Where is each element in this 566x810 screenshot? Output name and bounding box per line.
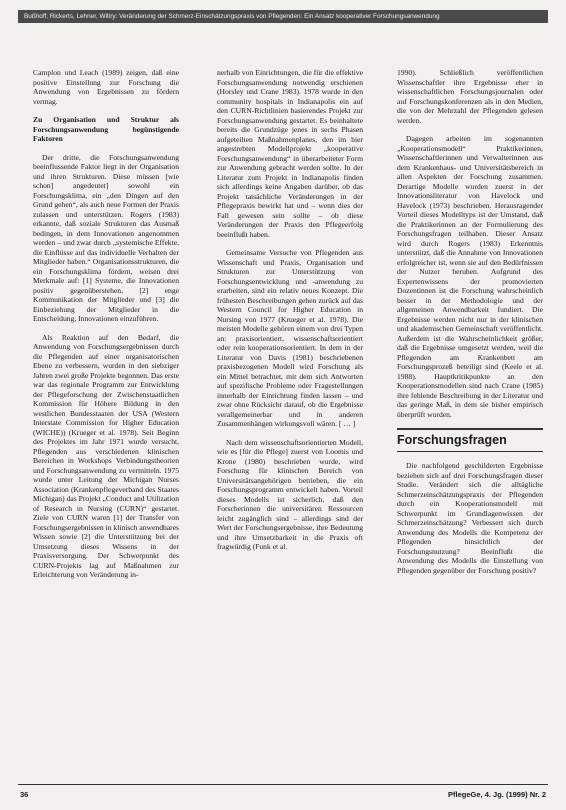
paragraph: Dagegen arbeiten im sogenannten „Kooperationsmodell“ Praktikerinnen, Wissenschaftlerinnen und Verwalterinnen aus dem Krankenhaus- und Universitätsbereich in allen Aspekten der Forschung zusammen. Derartige Modelle wurden zuerst in der Innovationsliteratur von Havelock und Havelock (1973) beschrieben. Herausragender Vorteil dieses Modelltyps ist der Umstand, daß die Praktikerinnen an der Formulierung des Forschungsfragen teilhaben. Dieser Ansatz wird durch Rogers (1983) Erkenntnis unterstützt, daß die Annahme von Innovationen erfolgreicher ist, wenn sie auf den Bedürfnissen der Nutzer beruhen. Aufgrund des Expertenwissens der promovierten Dozentinnen ist die Forschung wahrscheinlich besser in der Methodologie und der allgemeinen Anwendbarkeit fundiert. Die Ergebnisse werden nicht nur in der klinischen und akademischen Gemeinschaft veröffentlicht. Außerdem ist die Wahrscheinlichkeit größer, daß die Ergebnisse umgesetzt werden, weil die Pflegenden am Krankenbett am Forschungsprozeß beteiligt sind (Keele et al. 1988). Hauptkritikpunkte an den Kooperationsmodellen sind nach Crane (1985) ihre fehlende Beschreibung in der Literatur und das geringe Maß, in dem sie bisher empirisch überprüft wurden. [397, 134, 543, 419]
paragraph: Die nachfolgend geschilderten Ergebnisse beziehen sich auf drei Forschungsfragen dieser Studie. Verändert sich die alltägliche Schmerzeinschätzungspraxis der Pflegenden durch ein Kooperationsmodell mit Schwerpunkt im Grundlagenwissen der Schmerzeinschätzung? Verbessert sich durch Anwendung des Modells die Kompetenz der Pflegenden hinsichtlich der Forschungsnutzung? Beeinflußt die Anwendung des Modells die Einstellung von Pflegenden gegenüber der Forschung positiv? [397, 461, 543, 575]
journal-citation: PflegeGe, 4. Jg. (1999) Nr. 2 [448, 790, 546, 799]
paragraph: Camplon und Leach (1989) zeigen, daß eine positive Einstellung zur Forschung die Anwendung von Ergebnissen zu fördern vermag. [33, 68, 179, 106]
paragraph: Als Reaktion auf den Bedarf, die Anwendung von Forschungsergebnissen durch die Pflegenden auf einer organisatorischen Ebene zu verbessern, wurden in den siebziger Jahren zwei große Projekte begonnen. Das erste war das regionale Programm zur Entwicklung der Pflegeforschung der Zwischenstaatlichen Kommission für Höhere Bildung in den westlichen Bundesstaaten der USA (Western Interstate Commission for Higher Education (WICHE)) (Krueger et al. 1978). Seit Beginn des Projektes im Jahr 1971 wurde versucht, Pflegenden aus verschiedenen klinischen Bereichen in Workshops Verbindungstheorien und Forschungsanwendung zu vermitteln. 1975 wurde unter Leitung der Michigan Nurses Association (Krankenpflegeverband des Staates Michigan) das Projekt „Conduct and Utilization of Research in Nursing (CURN)“ gestartet. Ziele von CURN waren [1] der Transfer von Forschungsergebnissen in klinisch anwendbares Wissen sowie [2] die Unterstützung bei der Umsetzung dieses Wissens in der Praxisversorgung. Der Schwerpunkt des CURN-Projekts lag auf Maßnahmen zur Erleichterung von Veränderung in- [33, 332, 179, 579]
paragraph: 1990). Schließlich veröffentlichen Wissenschaftler ihre Ergebnisse eher in wissenschaftlichen Forschungsjournalen oder auf Forschungskonferenzen als in den Medien, die von der Mehrzahl der Pflegenden gelesen werden. [397, 68, 543, 125]
text-column-2 [217, 68, 363, 552]
paragraph: Der dritte, die Forschungsanwendung beeinflussende Faktor liegt in der Organisation und ihren Strukturen. Diese müssen [wie schon] angedeutet] sowohl ein Forschungsklima, ein „den Dingen auf den Grund gehen“, als auch neue Formen der Praxis zulassen und unterstützen. Rogers (1983) erkannte, daß soziale Strukturen das Ausmaß bedingen, in dem Innovationen angenommen werden – und zwar durch „systemische Effekte, die Einflüsse auf das individuelle Verhalten der Mitglieder haben.“ Organisationsstrukturen, die ein Forschungsklima fördern, weisen drei Merkmale auf: [1] Systeme, die Innovationen positiv gegenüberstehen, [2] enge Kommunikation der Mitglieder und [3] die Einbeziehung der Mitglieder in die Entscheidung, Innovationen einzuführen. [33, 152, 179, 323]
paragraph: nerhalb von Einrichtungen, die für die effektive Forschungsanwendung notwendig erschienen (Horsley und Crane 1983). 1978 wurde in den community hospitals in Indianapolis ein auf den CURN-Richtlinien basierendes Projekt zur Forschungsanwendung gestartet. Es beinhaltete bereits die Grundzüge jenes in sechs Phasen aufgeteilten Maßnahmenplanes, den im hier angestrebten Modellprojekt „kooperative Forschungsanwendung“ in überarbeiteter Form zur Anwendung gebracht werden sollte. In der Literatur zum Projekt in Indianapolis finden sich allerdings keine Angaben darüber, ob das Projekt tatsächliche Veränderungen in der Pflegepraxis bewirkt hat und – wenn dies der Fall gewesen sein sollte – ob diese Veränderungen der Praxis den Pflegeerfolg beeinflußt haben. [217, 68, 363, 239]
text-column-3 [397, 68, 543, 575]
page-number: 36 [20, 790, 29, 799]
paragraph: Nach dem wissenschaftsorientierten Modell, wie es [für die Pflege] zuerst von Loomis und Krone (1980) beschrieben wurde, wird Forschung für klinischen Bereich von Universitätsangehörigen betrieben, die ein Forschungsprogramm entwickelt haben. Vorteil dieses Modells ist sicherlich, daß den Forscherinnen die universitären Ressourcen leicht zugänglich sind – allerdings sind der Wert der Forschungsergebnisse, ihre Bedeutung und ihre Umsetzbarkeit in die Praxis oft fragwürdig (Funk et al. [217, 437, 363, 551]
paragraph: Gemeinsame Versuche von Pflegenden aus Wissenschaft und Praxis, Organisation und Strukturen zur Unterstützung von Forschungsentwicklung und -anwendung zu erarbeiten, sind ein relativ neues Konzept. Die frühesten Beschreibungen gehen zurück auf das Western Council for Higher Education in Nursing von 1977 (Krueger et al. 1978). Die meisten Modelle gehören einem von drei Typen an: praxisorientiert, wissenschaftsorientiert oder rein kooperationsorientiert. In dem in der Literatur von Davis (1981) beschriebenen praxisbezogenen Modell wird Forschung als ein Mittel betrachtet, mit dem sich Antworten auf spezifische Probleme oder Fragestellungen innerhalb der Einrichtung finden lassen – und zwar ohne Rücksicht darauf, ob die Ergebnisse verallgemeinerbar und in anderen Zusammenhängen wirkungsvoll wären. [ … ] [217, 248, 363, 428]
running-header: Bußhoff, Rickerts, Lehner, Wiltry: Veränderung der Schmerz-Einschätzungspraxis von Pflegenden: Ein Ansatz kooperativer Forschungsanwendung [18, 10, 548, 23]
section-heading: Forschungsfragen [397, 428, 543, 452]
text-column-1 [33, 68, 179, 580]
subheading: Zu Organisation und Struktur als Forschungsanwendung begünstigende Faktoren [33, 115, 179, 143]
footer-rule [18, 784, 548, 785]
